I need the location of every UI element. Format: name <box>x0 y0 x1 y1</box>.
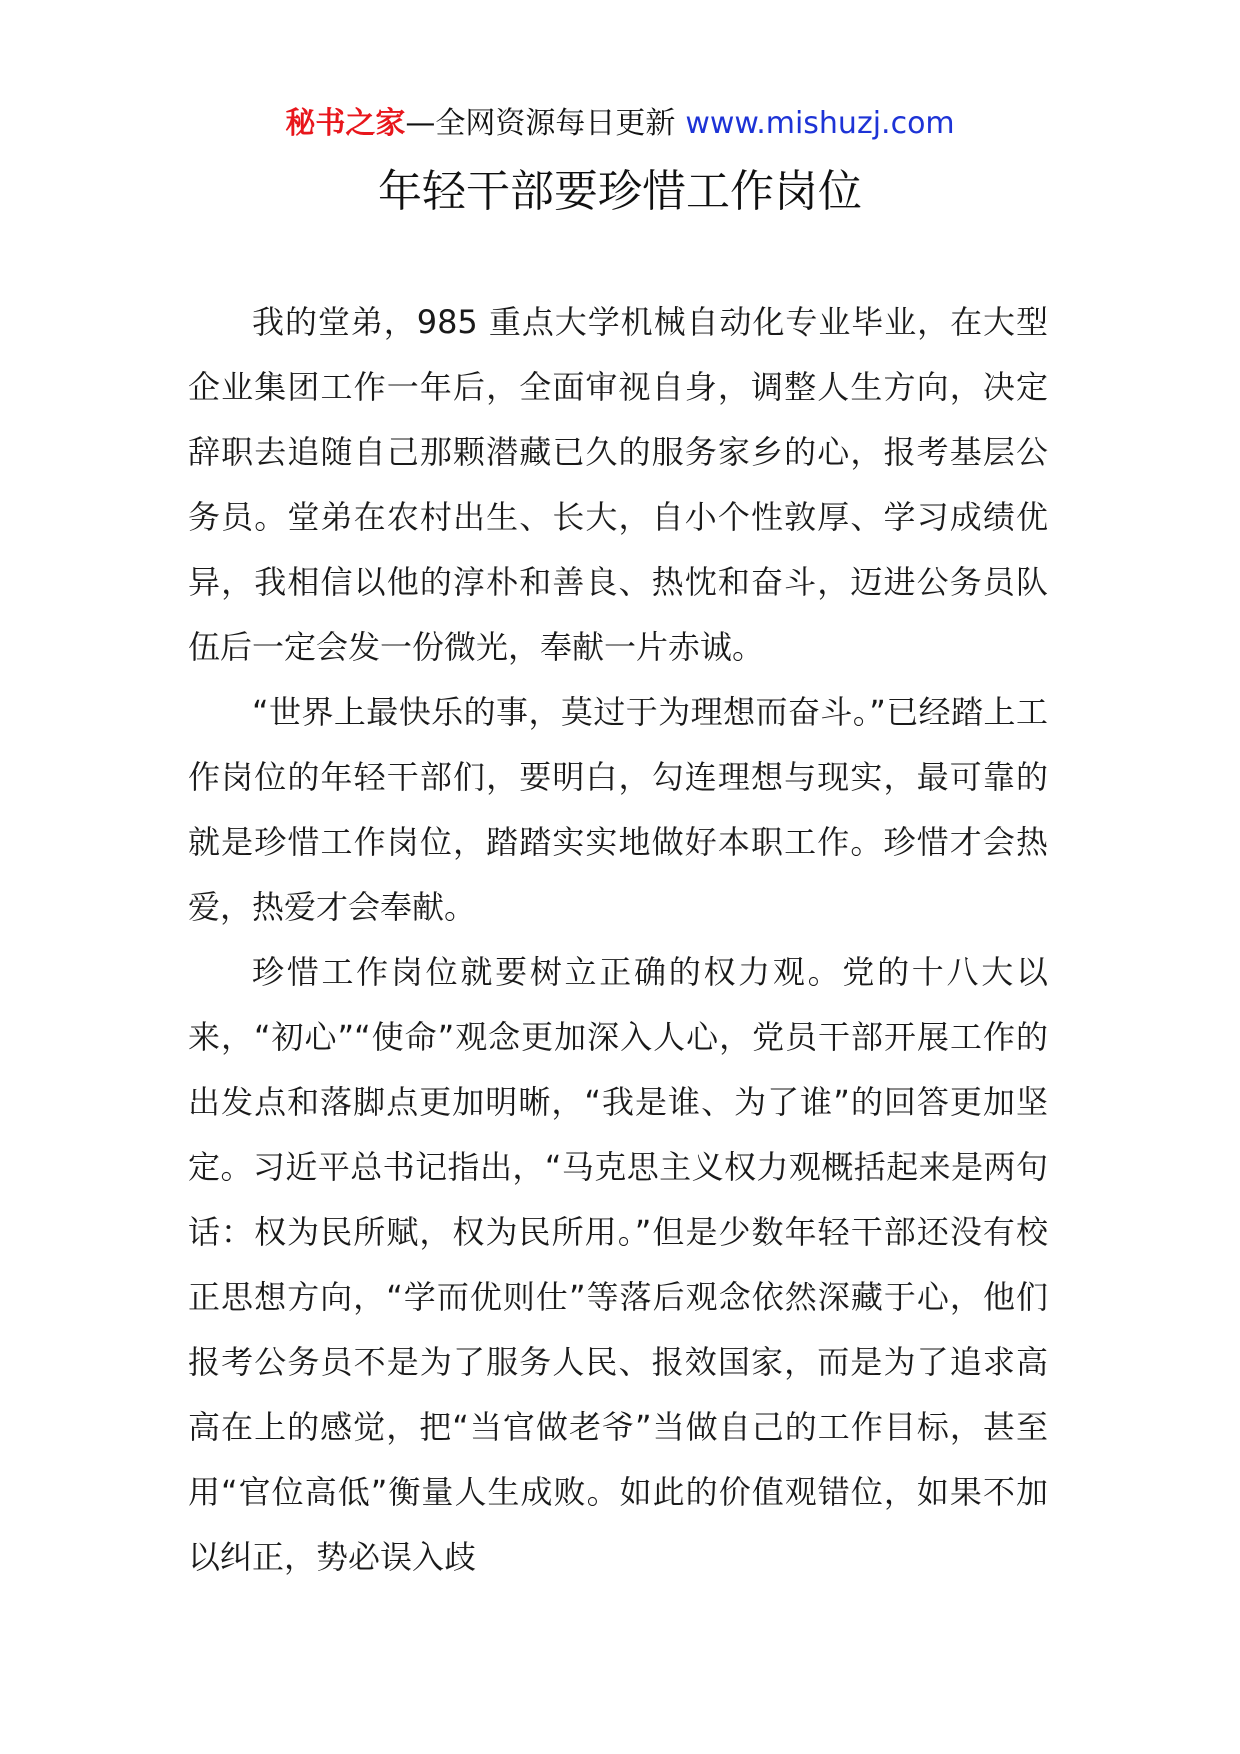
brand-name: 秘书之家 <box>285 106 406 141</box>
site-header <box>0 104 1240 144</box>
site-tagline: —全网资源每日更新 <box>405 106 676 141</box>
paragraph: “世界上最快乐的事，莫过于为理想而奋斗。”已经踏上工作岗位的年轻干部们，要明白，勾连理想与现实，最可靠的就是珍惜工作岗位，踏踏实实地做好本职工作。珍惜才会热爱，热爱才会奉献。 <box>188 693 1048 926</box>
document-title: 年轻干部要珍惜工作岗位 <box>378 166 862 217</box>
site-url-link[interactable]: www.mishuzj.com <box>685 106 955 141</box>
document-body <box>188 290 1048 1590</box>
paragraph: 珍惜工作岗位就要树立正确的权力观。党的十八大以来，“初心”“使命”观念更加深入人心，党员干部开展工作的出发点和落脚点更加明晰，“我是谁、为了谁”的回答更加坚定。习近平总书记指出，“马克思主义权力观概括起来是两句话：权为民所赋，权为民所用。”但是少数年轻干部还没有校正思想方向，“学而优则仕”等落后观念依然深藏于心，他们报考公务员不是为了服务人民、报效国家，而是为了追求高高在上的感觉，把“当官做老爷”当做自己的工作目标，甚至用“官位高低”衡量人生成败。如此的价值观错位，如果不加以纠正，势必误入歧 <box>188 953 1048 1576</box>
paragraph: 我的堂弟，985 重点大学机械自动化专业毕业，在大型企业集团工作一年后，全面审视自身，调整人生方向，决定辞职去追随自己那颗潜藏已久的服务家乡的心，报考基层公务员。堂弟在农村出生、长大，自小个性敦厚、学习成绩优异，我相信以他的淳朴和善良、热忱和奋斗，迈进公务员队伍后一定会发一份微光，奉献一片赤诚。 <box>188 303 1048 666</box>
